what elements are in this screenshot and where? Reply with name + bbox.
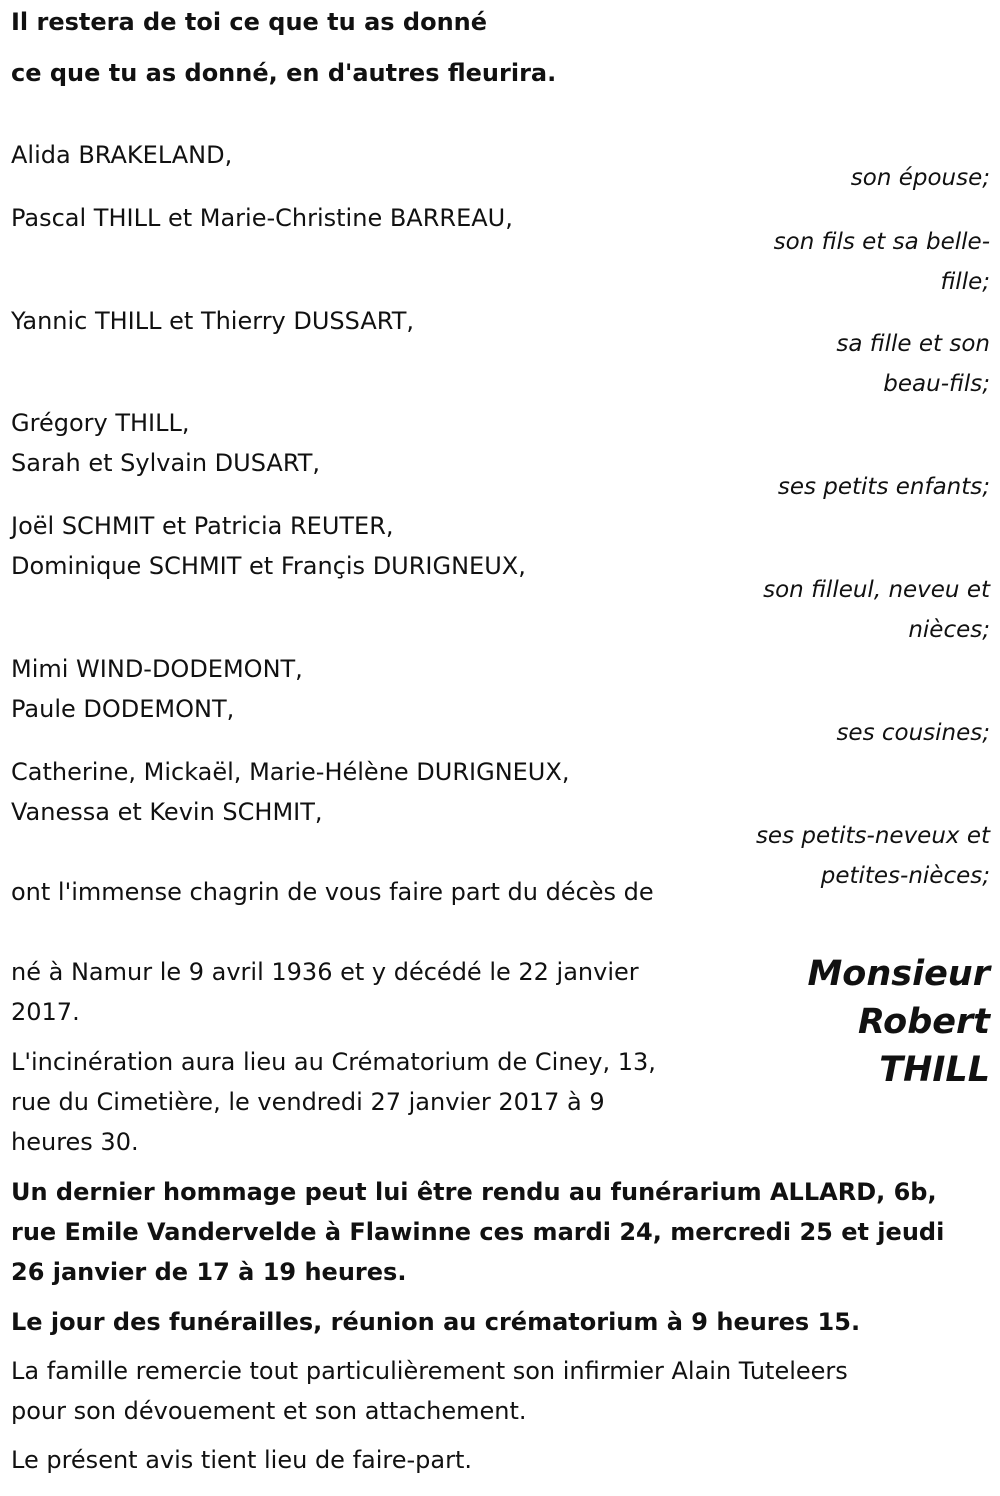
tribute-text: Un dernier hommage peut lui être rendu au funérarium ALLARD, 6b, rue Emile Vandervelde à Flawinne ces mardi 24, mercredi 25 et jeudi 26 janvier de 17 à 19 heures. [11,1178,945,1286]
family-names: Pascal THILL et Marie-Christine BARREAU, [11,204,513,232]
family-names: Grégory THILL, Sarah et Sylvain DUSART, [11,409,321,477]
announcement-text: ont l'immense chagrin de vous faire part du décès de [11,878,654,906]
family-relation: sa fille et son beau-fils; [836,331,990,397]
thanks-text: La famille remercie tout particulièrement son infirmier Alain Tuteleers pour son dévouement et son attachement. [11,1357,848,1425]
family-relation: ses petits enfants; [777,474,990,500]
notice-text: Le présent avis tient lieu de faire-part. [11,1446,473,1474]
family-relation: son fils et sa belle- fille; [773,229,990,295]
epitaph-line-2: ce que tu as donné, en d'autres fleurira. [11,59,557,87]
family-relation: ses petits-neveux et petites-nièces; [755,823,990,889]
birth-death-text: né à Namur le 9 avril 1936 et y décédé le 22 janvier 2017. [11,958,639,1026]
family-names: Yannic THILL et Thierry DUSSART, [11,307,414,335]
cremation-text: L'incinération aura lieu au Crématorium de Ciney, 13, rue du Cimetière, le vendredi 27 janvier 2017 à 9 heures 30. [11,1048,656,1156]
epitaph-line-1: Il restera de toi ce que tu as donné [11,8,488,36]
family-names: Joël SCHMIT et Patricia REUTER, Dominique SCHMIT et Françis DURIGNEUX, [11,512,526,580]
family-names: Alida BRAKELAND, [11,141,233,169]
family-relation: son filleul, neveu et nièces; [763,577,990,643]
funeral-day-text: Le jour des funérailles, réunion au crématorium à 9 heures 15. [11,1308,861,1336]
family-relation: son épouse; [850,165,990,191]
family-names: Catherine, Mickaël, Marie-Hélène DURIGNEUX, Vanessa et Kevin SCHMIT, [11,758,570,826]
family-relation: ses cousines; [836,720,990,746]
deceased-name: Monsieur Robert THILL [807,954,990,1090]
family-names: Mimi WIND-DODEMONT, Paule DODEMONT, [11,655,303,723]
